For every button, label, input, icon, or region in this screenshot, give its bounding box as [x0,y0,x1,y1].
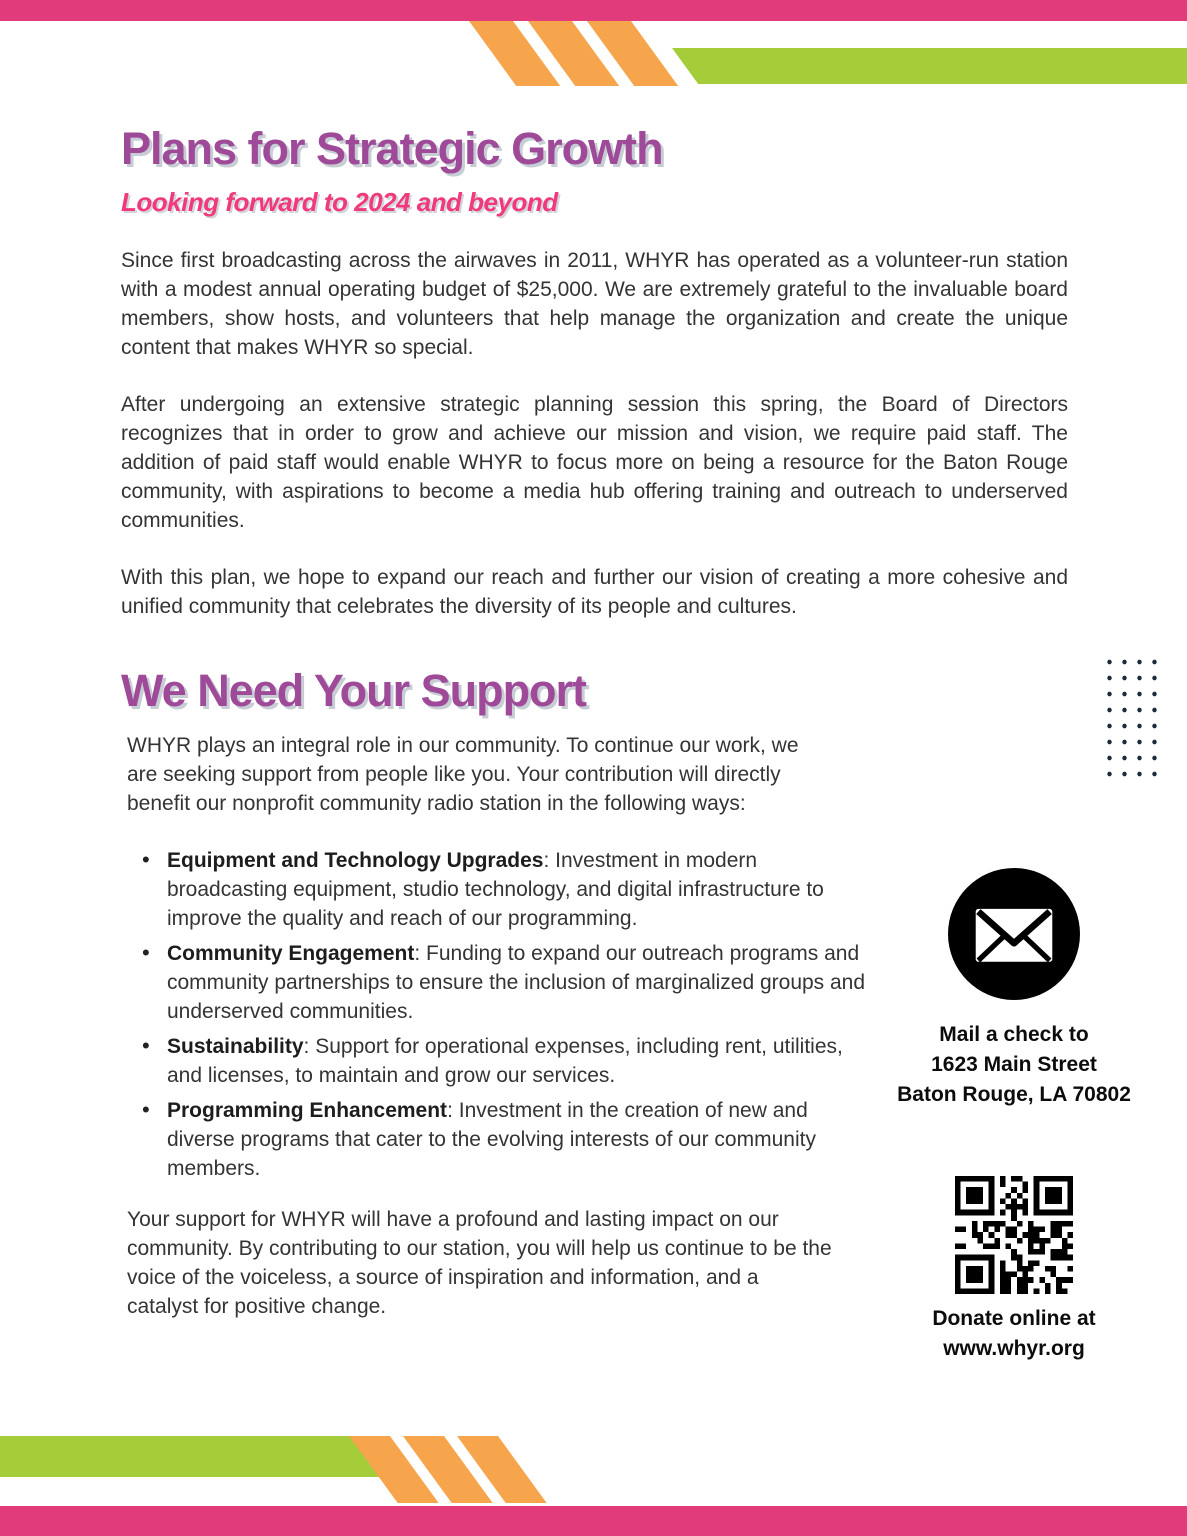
list-item [167,1096,873,1183]
bullet-label: Sustainability [167,1035,304,1058]
top-green-bar [672,48,1187,84]
donation-column [891,868,1137,1364]
bullet-text: : Investment in modern broadcasting equipment, studio technology, and digital infrastructure to improve the quality and reach of our programming. [167,849,824,930]
top-pink-bar [0,0,1187,21]
intro-paragraph-2: After undergoing an extensive strategic planning session this spring, the Board of Directors recognizes that in order to grow and achieve our mission and vision, we require paid staff. The addition of paid staff would enable WHYR to focus more on being a resource for the Baton Rouge community, with aspirations to become a media hub offering training and outreach to underserved communities. [121,393,1068,532]
bullet-text: : Support for operational expenses, including rent, utilities, and licenses, to maintain and grow our services. [167,1035,843,1087]
qr-code [955,1176,1073,1294]
page-subtitle: Looking forward to 2024 and beyond [121,187,558,217]
support-closing: Your support for WHYR will have a profound and lasting impact on our community. By contributing to our station, you will help us continue to be the voice of the voiceless, a source of inspiration and information, and a catalyst for positive change. [127,1208,832,1318]
list-item [167,1032,873,1090]
list-item [167,846,873,933]
mail-address [891,1020,1137,1110]
intro-paragraph-3: With this plan, we hope to expand our reach and further our vision of creating a more cohesive and unified community that celebrates the diversity of its people and cultures. [121,566,1068,618]
mail-line: Baton Rouge, LA 70802 [897,1083,1131,1106]
bottom-pink-bar [0,1506,1187,1536]
donate-info [891,1304,1137,1364]
list-item [167,939,873,1026]
bullet-text: : Funding to expand our outreach programs and community partnerships to ensure the inclusion of marginalized groups and underserved communities. [167,942,866,1023]
page-title: Plans for Strategic Growth [121,123,663,174]
donate-line: www.whyr.org [943,1337,1085,1360]
bullet-text: : Investment in the creation of new and diverse programs that cater to the evolving interests of our community members. [167,1099,816,1180]
bottom-green-bar [0,1436,400,1477]
dot-grid-decoration [1100,652,1162,778]
support-intro: WHYR plays an integral role in our community. To continue our work, we are seeking support from people like you. Your contribution will directly benefit our nonprofit community radio station in the following ways: [127,734,799,815]
bullet-label: Community Engagement [167,942,415,965]
intro-paragraph-1: Since first broadcasting across the airwaves in 2011, WHYR has operated as a volunteer-run station with a modest annual operating budget of $25,000. We are extremely grateful to the invaluable board members, show hosts, and volunteers that help manage the organization and create the unique content that makes WHYR so special. [121,249,1068,359]
bullet-label: Programming Enhancement [167,1099,448,1122]
support-heading: We Need Your Support [121,665,587,716]
donate-line: Donate online at [932,1307,1096,1330]
mail-line: 1623 Main Street [931,1053,1097,1076]
strategic-growth-section [121,123,1068,621]
bullet-label: Equipment and Technology Upgrades [167,849,544,872]
support-section [121,665,883,1321]
mail-line: Mail a check to [939,1023,1089,1046]
support-bullet-list [121,846,883,1183]
envelope-icon [948,868,1080,1000]
